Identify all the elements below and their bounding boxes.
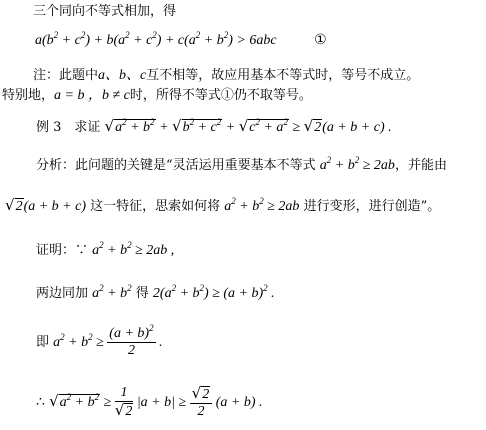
note-line-1: 注：此题中a、b、c互不相等，故应用基本不等式时，等号不成立。 (33, 68, 420, 83)
intro-text: 三个同向不等式相加，得 (33, 4, 177, 19)
proof-line-4: ∴ $√a^2 + b^2$ ≥ $\frac{1}{√2}$ |a + b| ≥ $\frac{√2}{2}$ (a + b) . (36, 384, 263, 420)
proof-line-2: 两边同加 $a^2 + b^2$ 得 $2(a^2 + b^2) \ge (a + b)^2$ . (36, 283, 275, 301)
note-line-2: 特别地，a = b ，b ≠ c时，所得不等式①仍不取等号。 (2, 88, 312, 103)
analysis-line-2: √2(a + b + c) 这一特征，思索如何将 $a^2 + b^2 \ge 2ab$ 进行变形，进行创造”。 (5, 196, 441, 214)
proof-line-1: 证明：∵ $a^2 + b^2 \ge 2ab$ , (36, 240, 175, 258)
equation-1: $a(b^2 + c^2) + b(a^2 + c^2) + c(a^2 + b^2) > 6abc$ ① (35, 30, 327, 48)
example-3: 例 3 求证 $√a^2 + b^2 + √b^2 + c^2 + √c^2 + a^2 \ge √2(a + b + c)$ . (36, 117, 392, 135)
proof-line-3: 即 $a^2 + b^2$ ≥ $\frac{(a + b)^2}{2}$ . (36, 323, 163, 359)
analysis-line-1: 分析：此问题的关键是“灵活运用重要基本不等式 $a^2 + b^2 \ge 2ab$，并能由 (36, 155, 447, 173)
equation-label: ① (314, 32, 327, 48)
